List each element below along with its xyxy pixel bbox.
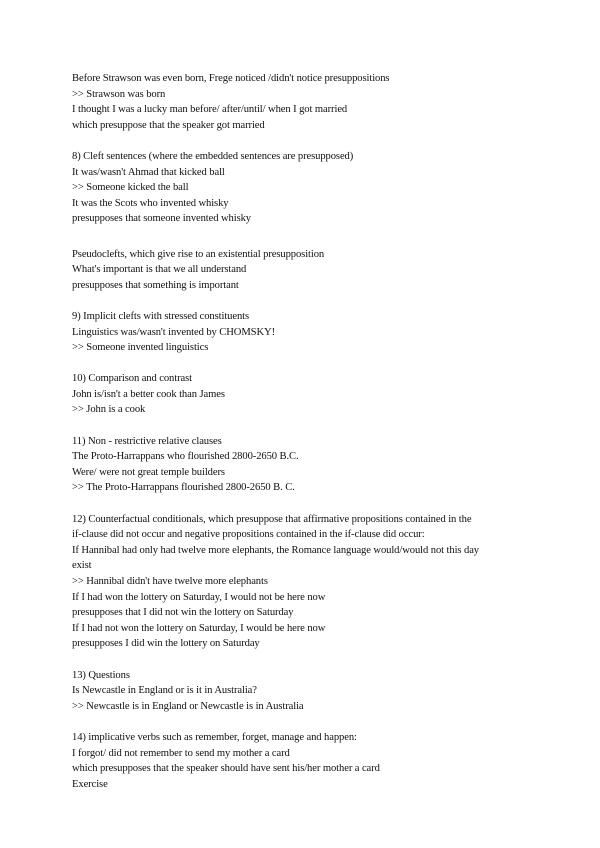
text-line: if-clause did not occur and negative propositions contained in the if-clause did occur: [72,529,425,541]
document-body [72,71,552,792]
paragraph-gap [72,714,552,730]
text-line: It was the Scots who invented whisky [72,197,229,209]
section-heading: 14) implicative verbs such as remember, forget, manage and happen: [72,731,357,743]
section-non-restrictive-clauses [72,434,552,496]
section-heading: 9) Implicit clefts with stressed constituents [72,310,250,322]
text-line: which presuppose that the speaker got married [72,119,265,131]
text-line: Pseudoclefts, which give rise to an existential presupposition [72,248,325,260]
text-line: Is Newcastle in England or is it in Australia? [72,685,257,697]
paragraph-gap [72,227,552,243]
text-line: >> Newcastle is in England or Newcastle is in Australia [72,700,304,712]
text-line: Before Strawson was even born, Frege noticed /didn't notice presuppositions [72,73,390,84]
paragraph-gap [72,133,552,149]
text-line: >> Someone invented linguistics [72,342,209,354]
paragraph-gap [72,356,552,372]
text-line: If I had won the lottery on Saturday, I would not be here now [72,591,326,603]
text-line: presupposes that something is important [72,279,239,291]
section-heading: 10) Comparison and contrast [72,373,192,385]
text-line: I forgot/ did not remember to send my mother a card [72,747,290,759]
section-implicit-clefts [72,309,552,356]
text-line: If I had not won the lottery on Saturday, I would be here now [72,622,326,634]
text-line: Linguistics was/wasn't invented by CHOMSKY! [72,326,275,338]
paragraph-strawson-frege [72,71,552,133]
text-line: exist [72,560,92,572]
text-line: Were/ were not great temple builders [72,466,225,478]
text-line: >> Hannibal didn't have twelve more elephants [72,576,268,587]
exercise-label: Exercise [72,778,108,790]
section-comparison-contrast [72,371,552,418]
text-line: presupposes that I did not win the lottery on Saturday [72,607,294,619]
paragraph-gap [72,652,552,668]
section-questions [72,668,552,715]
paragraph-gap [72,496,552,512]
section-heading: 11) Non - restrictive relative clauses [72,435,222,447]
text-line: >> Someone kicked the ball [72,182,189,194]
text-line: presupposes I did win the lottery on Saturday [72,638,260,650]
text-line: >> Strawson was born [72,88,166,100]
text-line: What's important is that we all understand [72,264,247,276]
section-counterfactual-conditionals [72,512,552,652]
paragraph-pseudoclefts [72,247,552,294]
section-heading: 8) Cleft sentences (where the embedded sentences are presupposed) [72,150,354,162]
text-line: The Proto-Harrappans who flourished 2800-2650 B.C. [72,451,299,463]
text-line: >> The Proto-Harrappans flourished 2800-2650 B. C. [72,482,295,494]
section-implicative-verbs [72,730,552,792]
section-heading: 13) Questions [72,669,130,681]
paragraph-gap [72,418,552,434]
text-line: I thought I was a lucky man before/ after/until/ when I got married [72,104,348,116]
text-line: which presupposes that the speaker should have sent his/her mother a card [72,763,380,775]
section-heading: 12) Counterfactual conditionals, which presuppose that affirmative propositions contained in the [72,513,472,525]
paragraph-gap [72,293,552,309]
text-line: It was/wasn't Ahmad that kicked ball [72,166,225,178]
text-line: John is/isn't a better cook than James [72,388,225,400]
text-line: >> John is a cook [72,404,146,416]
text-line: If Hannibal had only had twelve more elephants, the Romance language would/would not this day [72,544,479,556]
text-line: presupposes that someone invented whisky [72,213,252,225]
section-cleft-sentences [72,149,552,227]
